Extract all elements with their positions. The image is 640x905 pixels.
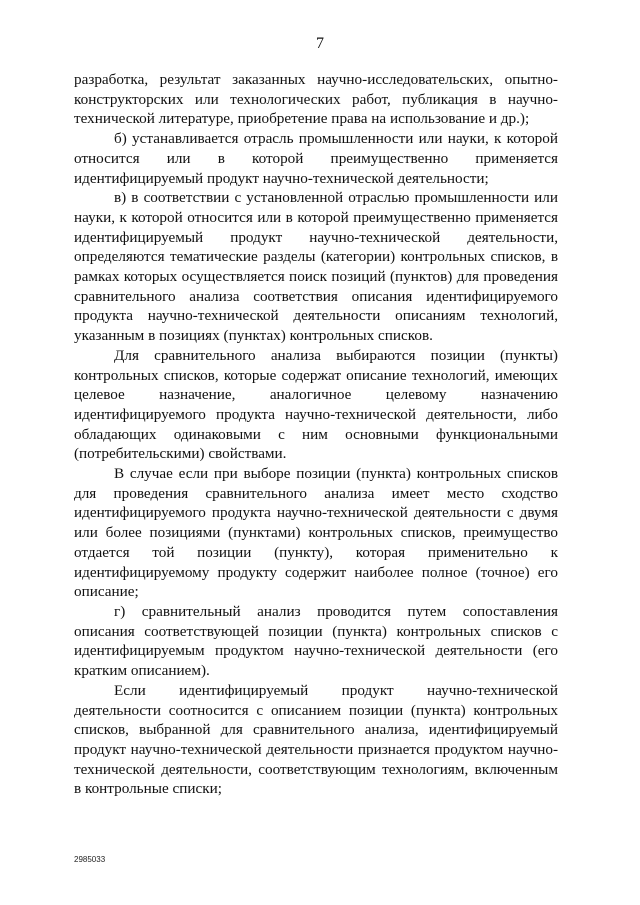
paragraph-item-v: в) в соответствии с установленной отраслью промышленности или науки, к которой относится или в которой преимущественно применяется идентифицируемый продукт научно-технической деятельности, определяются тематические разделы (категории) контрольных списков, в рамках которых осуществляется поиск позиций (пунктов) для проведения сравнительного анализа соответствия описания идентифицируемого продукта научно-технической деятельности описаниям технологий, указанным в позициях (пунктах) контрольных списков. <box>74 189 558 345</box>
paragraph-item-b: б) устанавливается отрасль промышленности или науки, к которой относится или в которой преимущественно применяется идентифицируемый продукт научно-технической деятельности; <box>74 130 558 187</box>
paragraph-similarity: В случае если при выборе позиции (пункта) контрольных списков для проведения сравнительного анализа имеет место сходство идентифицируемого продукта научно-технической деятельности с двумя или более позициями (пунктами) контрольных списков, преимущество отдается той позиции (пункту), которая применительно к идентифицируемому продукту содержит наиболее полное (точное) его описание; <box>74 465 558 601</box>
page-number: 7 <box>316 35 324 52</box>
document-body <box>74 70 558 799</box>
paragraph-conclusion: Если идентифицируемый продукт научно-технической деятельности соотносится с описанием позиции (пункта) контрольных списков, выбранной для сравнительного анализа, идентифицируемый продукт научно-технической деятельности признается продуктом научно-технической деятельности, соответствующим технологиям, включенным в контрольные списки; <box>74 681 558 798</box>
paragraph-item-g: г) сравнительный анализ проводится путем сопоставления описания соответствующей позиции (пункта) контрольных списков с идентифицируемым продуктом научно-технической деятельности (его кратким описанием). <box>74 602 558 680</box>
paragraph-selection: Для сравнительного анализа выбираются позиции (пункты) контрольных списков, которые содержат описание технологий, имеющих целевое назначение, аналогичное целевому назначению идентифицируемого продукта научно-технической деятельности, либо обладающих одинаковыми с ним основными функциональными (потребительскими) свойствами. <box>74 346 558 463</box>
paragraph-continuation: разработка, результат заказанных научно-исследовательских, опытно-конструкторских или технологических работ, публикация в научно-технической литературе, приобретение права на использование и др.); <box>74 71 558 128</box>
document-code: 2985033 <box>74 855 106 864</box>
